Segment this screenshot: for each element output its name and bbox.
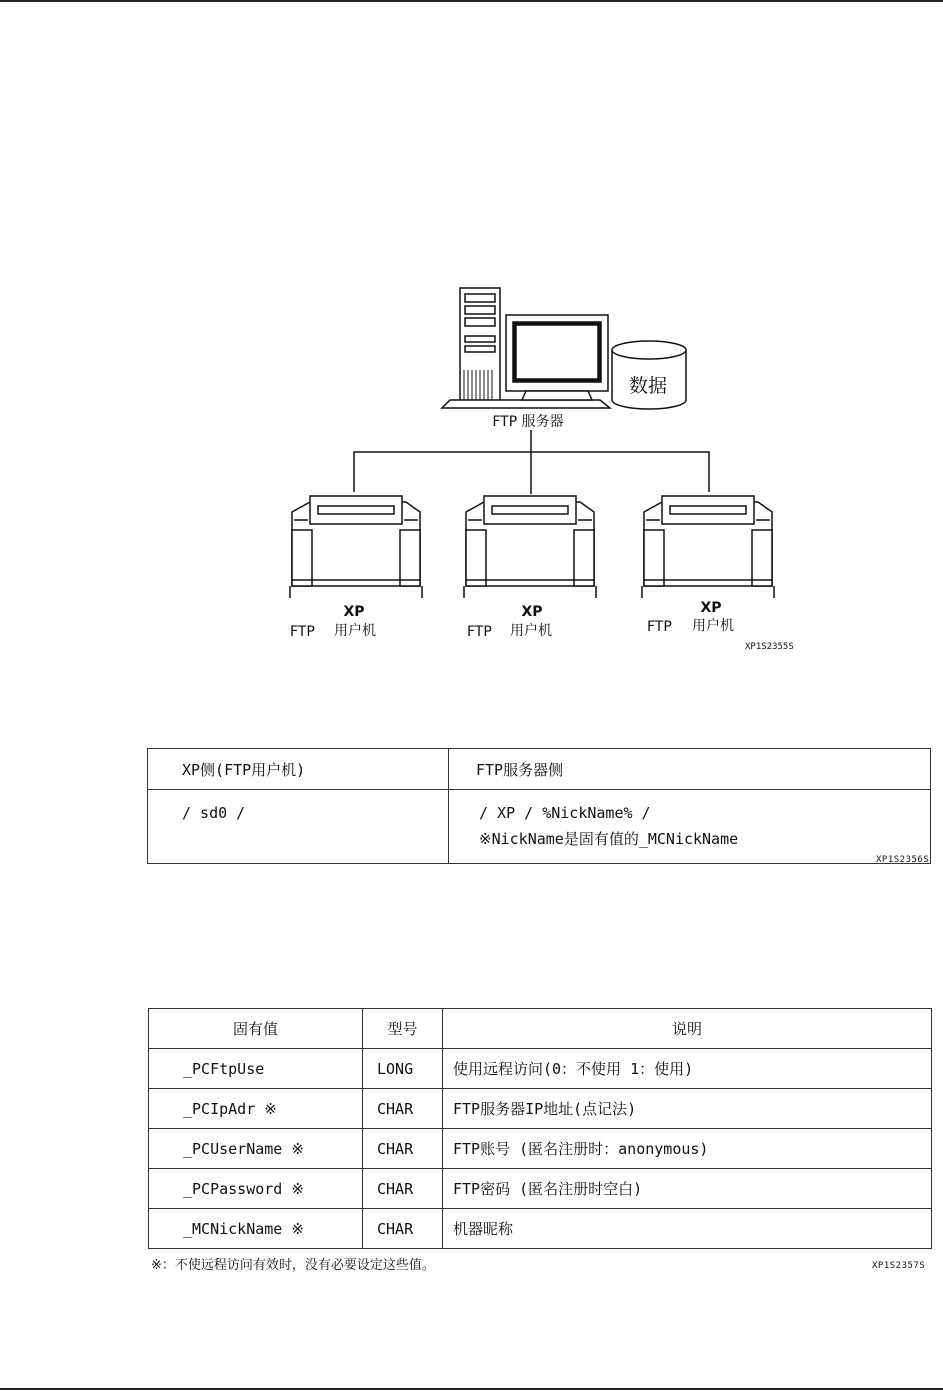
- monitor-icon: [506, 315, 608, 400]
- xp-side-header: XP侧(FTP用户机): [148, 749, 449, 790]
- param-name: _PCFtpUse: [149, 1049, 363, 1089]
- printer-group: [290, 496, 774, 598]
- printer-icon: [290, 496, 422, 598]
- server-side-note: ※NickName是固有值的_MCNickName: [479, 830, 739, 848]
- param-desc: FTP账号 (匿名注册时：anonymous): [443, 1129, 932, 1169]
- server-label: FTP 服务器: [492, 414, 564, 430]
- client-1-xp-label: XP: [343, 604, 365, 620]
- client-1-ftp-label: FTP: [290, 624, 315, 640]
- top-rule: [0, 0, 943, 2]
- param-type: CHAR: [363, 1169, 443, 1209]
- network-lines: [354, 430, 709, 494]
- client-2-user-label: 用户机: [510, 623, 552, 639]
- param-desc: 使用远程访问(0：不使用 1：使用): [443, 1049, 932, 1089]
- parameter-table: [148, 1008, 932, 1249]
- server-side-path-cell: [449, 790, 931, 864]
- server-side-path: / XP / %NickName% /: [479, 804, 651, 822]
- param-type: LONG: [363, 1049, 443, 1089]
- client-3-ftp-label: FTP: [647, 619, 672, 635]
- table-row: [149, 1169, 932, 1209]
- footnote: ※：不使远程访问有效时，没有必要设定这些值。: [151, 1258, 435, 1273]
- bottom-rule: [0, 1388, 943, 1390]
- param-desc: FTP服务器IP地址(点记法): [443, 1089, 932, 1129]
- type-header: 型号: [363, 1009, 443, 1049]
- server-side-header: FTP服务器侧: [449, 749, 931, 790]
- client-3-xp-label: XP: [700, 600, 722, 616]
- param-name: _MCNickName ※: [149, 1209, 363, 1249]
- name-header: 固有值: [149, 1009, 363, 1049]
- table-code-2357: XP1S2357S: [872, 1261, 926, 1271]
- data-label: 数据: [628, 375, 668, 397]
- diagram-code: XP1S2355S: [745, 642, 794, 652]
- printer-icon: [464, 496, 596, 598]
- client-2-ftp-label: FTP: [467, 624, 492, 640]
- client-1-user-label: 用户机: [334, 623, 376, 639]
- table-header-row: [149, 1009, 932, 1049]
- table-row: [149, 1049, 932, 1089]
- client-3-user-label: 用户机: [692, 618, 734, 634]
- table-row: [149, 1209, 932, 1249]
- path-mapping-table: [147, 748, 931, 864]
- param-name: _PCIpAdr ※: [149, 1089, 363, 1129]
- param-desc: FTP密码 (匿名注册时空白): [443, 1169, 932, 1209]
- param-type: CHAR: [363, 1129, 443, 1169]
- xp-side-path: / sd0 /: [148, 790, 449, 864]
- param-type: CHAR: [363, 1089, 443, 1129]
- table-row: [149, 1129, 932, 1169]
- table-code-2356: XP1S2356S: [876, 855, 930, 865]
- param-name: _PCPassword ※: [149, 1169, 363, 1209]
- param-type: CHAR: [363, 1209, 443, 1249]
- param-desc: 机器昵称: [443, 1209, 932, 1249]
- printer-icon: [642, 496, 774, 598]
- param-name: _PCUserName ※: [149, 1129, 363, 1169]
- desc-header: 说明: [443, 1009, 932, 1049]
- ftp-network-diagram: [270, 280, 810, 660]
- table-row: [148, 790, 931, 864]
- table-header-row: [148, 749, 931, 790]
- client-2-xp-label: XP: [521, 604, 543, 620]
- table-row: [149, 1089, 932, 1129]
